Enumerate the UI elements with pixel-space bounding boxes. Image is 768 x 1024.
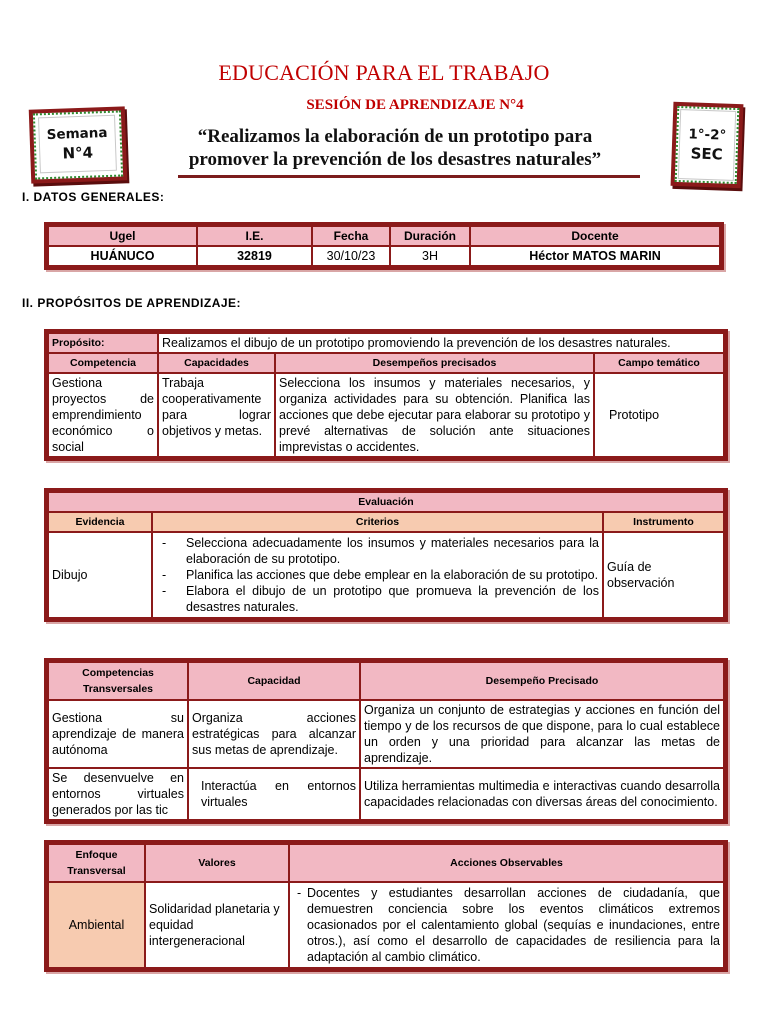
transversal-competencia-cell: Se desenvuelve en entornos virtuales generados por las tic: [49, 769, 187, 819]
proposito-text: Realizamos el dibujo de un prototipo promoviendo la prevención de los desastres naturales.: [159, 334, 723, 352]
header-acciones: Acciones Observables: [290, 845, 723, 881]
grade-badge-card: [678, 109, 736, 181]
campo-cell: Prototipo: [595, 374, 723, 456]
datos-table: [47, 225, 721, 267]
session-theme: [160, 125, 630, 171]
criterio-item: - Elabora el dibujo de un prototipo que promueva la prevención de los desastres naturales.: [186, 583, 599, 615]
week-badge-card: [38, 115, 117, 174]
instrumento-cell: Guía de observación: [604, 533, 723, 617]
header-competencia: Competencia: [49, 354, 157, 372]
enfoque-cell: Ambiental: [49, 883, 144, 967]
transversal-desempeno-cell: Utiliza herramientas multimedia e interactivas cuando desarrolla capacidades relacionadas con diversas áreas del conocimiento.: [361, 769, 723, 819]
header-docente: Docente: [471, 227, 719, 245]
criterios-list: [156, 535, 599, 615]
value-ugel: HUÁNUCO: [49, 247, 196, 265]
week-number: N°4: [62, 143, 94, 163]
header-desempeno-precisado: Desempeño Precisado: [361, 663, 723, 699]
evaluacion-table-box: [44, 488, 728, 622]
criterio-item: - Planifica las acciones que debe emplear en la elaboración de su prototipo.: [186, 567, 599, 583]
title-underline: [178, 175, 640, 178]
grade-section: SEC: [690, 144, 724, 164]
grade-badge: [671, 102, 744, 188]
criterios-cell: [153, 533, 602, 617]
transversal-capacidad-cell: Interactúa en entornos virtuales: [189, 769, 359, 819]
value-fecha: 30/10/23: [313, 247, 389, 265]
header-ie: I.E.: [198, 227, 311, 245]
theme-line-2: promover la prevención de los desastres naturales”: [188, 149, 602, 170]
header-valores: Valores: [146, 845, 288, 881]
accion-item: - Docentes y estudiantes desarrollan acciones de ciudadanía, que demuestren conciencia sobre los eventos climáticos extremos ocasionados por el calentamiento global (sequías e inundaciones, entre otros.), así como el desarrollo de capacidades de resiliencia para la adaptación al cambio climático.: [307, 885, 720, 965]
grade-label: 1°-2°: [688, 126, 727, 144]
transversales-table: [47, 661, 725, 821]
header-fecha: Fecha: [313, 227, 389, 245]
evidencia-cell: Dibujo: [49, 533, 151, 617]
value-ie: 32819: [198, 247, 311, 265]
header-ugel: Ugel: [49, 227, 196, 245]
header-enfoque: Enfoque Transversal: [49, 845, 144, 881]
transversal-capacidad-cell: Organiza acciones estratégicas para alcanzar sus metas de aprendizaje.: [189, 701, 359, 767]
valores-cell: Solidaridad planetaria y equidad intergeneracional: [146, 883, 288, 967]
header-competencias-transversales: Competencias Transversales: [49, 663, 187, 699]
criterio-item: - Selecciona adecuadamente los insumos y materiales necesarios para la elaboración de su prototipo.: [186, 535, 599, 567]
section-heading-propositos: II. PROPÓSITOS DE APRENDIZAJE:: [22, 296, 242, 310]
acciones-list: [293, 885, 720, 965]
session-title: SESIÓN DE APRENDIZAJE N°4: [306, 97, 524, 113]
competencia-cell: Gestiona proyectos de emprendimiento económico o social: [49, 374, 157, 456]
section-heading-datos: I. DATOS GENERALES:: [22, 190, 165, 204]
week-label: Semana: [46, 124, 108, 144]
transversal-desempeno-cell: Organiza un conjunto de estrategias y acciones en función del tiempo y de los recursos de que dispone, para lo cual establece un orden y una prioridad para alcanzar las metas de aprendizaje.: [361, 701, 723, 767]
desempenos-cell: Selecciona los insumos y materiales necesarios, y organiza actividades para su obtención. Planifica las acciones que debe ejecutar para elaborar su prototipo y prevé alternativas de solución ante situaciones imprevistas o accidentes.: [276, 374, 593, 456]
acciones-cell: [290, 883, 723, 967]
header-capacidad: Capacidad: [189, 663, 359, 699]
value-docente: Héctor MATOS MARIN: [471, 247, 719, 265]
week-badge: [29, 106, 128, 183]
header-capacidades: Capacidades: [159, 354, 274, 372]
capacidades-cell: Trabaja cooperativamente para lograr objetivos y metas.: [159, 374, 274, 456]
header-criterios: Criterios: [153, 513, 602, 531]
header-evidencia: Evidencia: [49, 513, 151, 531]
header-duracion: Duración: [391, 227, 469, 245]
header-instrumento: Instrumento: [604, 513, 723, 531]
value-duracion: 3H: [391, 247, 469, 265]
transversal-competencia-cell: Gestiona su aprendizaje de manera autónoma: [49, 701, 187, 767]
evaluacion-table: [47, 491, 725, 619]
header-campo: Campo temático: [595, 354, 723, 372]
evaluacion-title: Evaluación: [49, 493, 723, 511]
transversales-table-box: [44, 658, 728, 824]
page-title: EDUCACIÓN PARA EL TRABAJO: [218, 60, 550, 85]
theme-line-1: “Realizamos la elaboración de un prototipo para: [197, 126, 593, 147]
enfoque-table-box: [44, 840, 728, 972]
enfoque-table: [47, 843, 725, 969]
datos-table-box: [44, 222, 724, 270]
propositos-table-box: [44, 329, 728, 461]
propositos-table: [47, 332, 725, 458]
header-desempenos: Desempeños precisados: [276, 354, 593, 372]
proposito-label: Propósito:: [49, 334, 157, 352]
